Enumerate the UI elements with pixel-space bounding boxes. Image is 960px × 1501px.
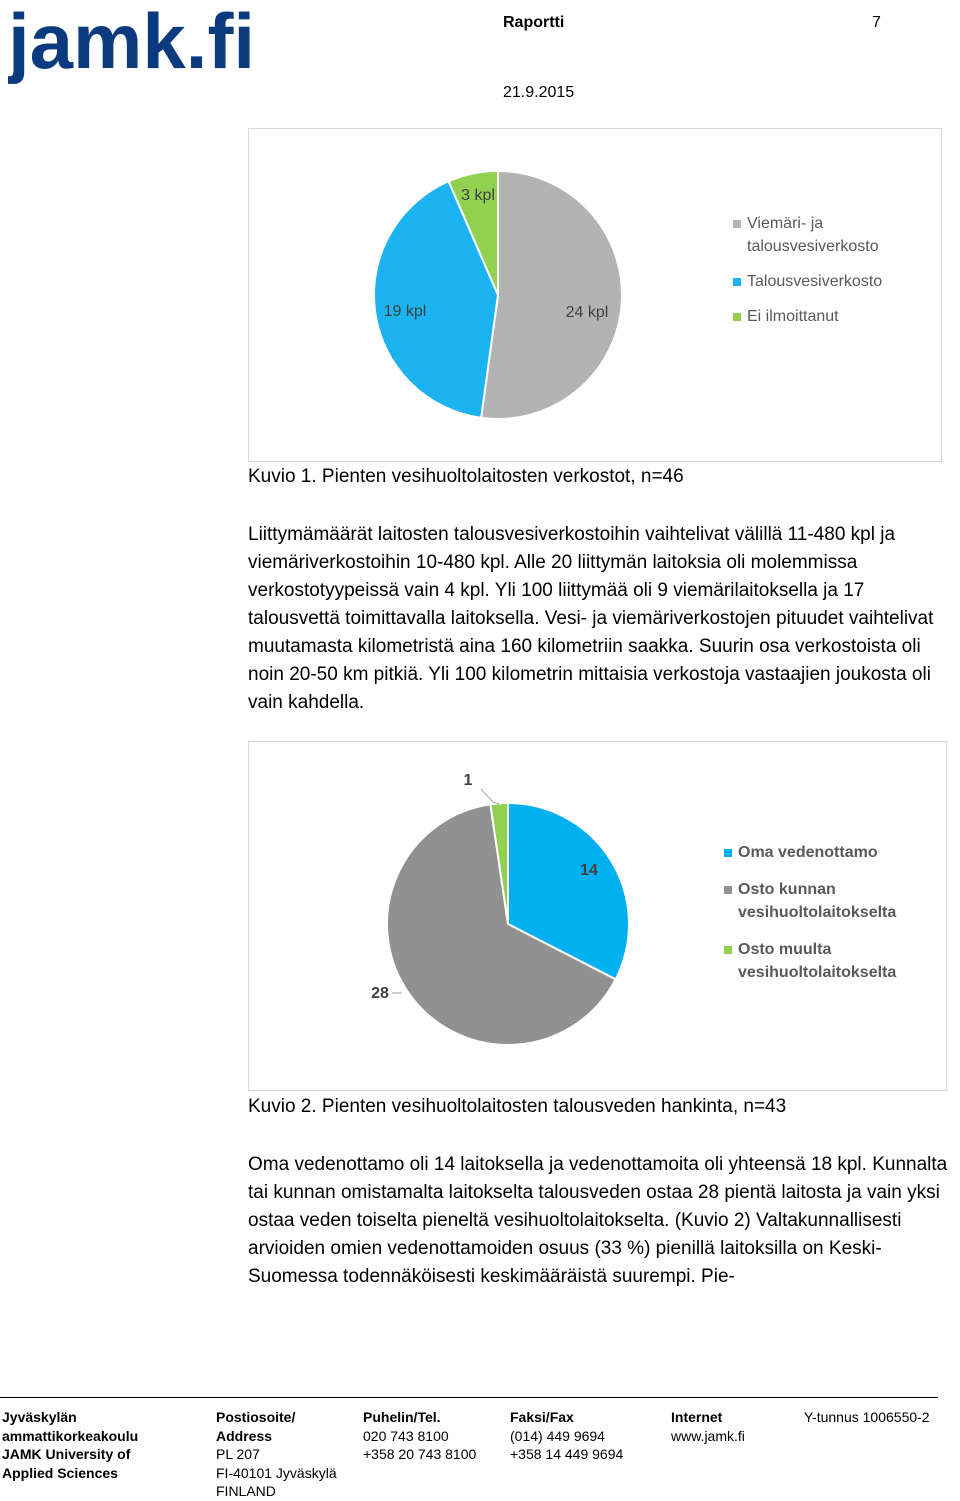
chart-1-legend-label-1: Talousvesiverkosto xyxy=(747,273,883,290)
chart-1-slice-0 xyxy=(481,171,622,419)
chart-2-legend-item-0 xyxy=(724,841,939,864)
chart-2-legend-label-0: Oma vedenottamo xyxy=(738,844,878,861)
chart-2-legend-label-2: Osto muulta vesihuoltolaitokselta xyxy=(738,941,897,981)
footer-line: PL 207 xyxy=(216,1446,260,1463)
chart-1-data-label-1: 19 kpl xyxy=(383,303,427,320)
chart-2-legend-swatch-2 xyxy=(724,946,732,954)
chart-2-data-label-0: 14 xyxy=(580,862,598,879)
footer-postal-address xyxy=(216,1408,337,1501)
footer-phone xyxy=(363,1408,476,1464)
paragraph-water-sourcing: Oma vedenottamo oli 14 laitoksella ja vedenottamoita oli yhteensä 18 kpl. Kunnalta tai kunnan omistamalta laitokselta talousveden ostaa 28 pientä laitosta ja vain yksi ostaa veden toiselta pieneltä vesihuoltolaitokselta. (Kuvio 2) Valtakunnallisesti arvioiden omien vedenottamoiden osuus (33 %) pienillä laitoksilla on Keski-Suomessa todennäköisesti keskimääräistä suurempi. Pie- xyxy=(248,1154,948,1287)
chart-1-legend-label-2: Ei ilmoittanut xyxy=(747,308,839,325)
footer-line: ammattikorkeakoulu xyxy=(2,1427,139,1444)
footer-line: +358 14 449 9694 xyxy=(510,1446,624,1463)
chart-1-legend-item-0 xyxy=(733,212,933,258)
footer-fax xyxy=(510,1408,623,1464)
paragraph-connections: Liittymämäärät laitosten talousvesiverkostoihin vaihtelivat välillä 11-480 kpl ja viemäriverkostoihin 10-480 kpl. Alle 20 liittymän laitoksia oli molemmissa verkostotyypeissä vain 4 kpl. Yli 100 liittymää oli 9 viemärilaitoksella ja 17 talousvettä toimittavalla laitoksella. Vesi- ja viemäriverkostojen pituudet vaihtelivat muutamasta kilometristä aina 160 kilometriin saakka. Suurin osa verkostoista oli noin 20-50 km pitkiä. Yli 100 kilometrin mittaisia verkostoja vastaajien joukosta oli vain kahdella. xyxy=(248,524,934,713)
chart-1-legend-item-1 xyxy=(733,270,933,293)
footer-heading: Puhelin/Tel. xyxy=(363,1409,441,1425)
page-number: 7 xyxy=(872,14,881,31)
chart-2-data-label-1: 28 xyxy=(371,985,389,1002)
chart-2-legend-item-1 xyxy=(724,878,939,924)
page-footer xyxy=(0,1397,938,1500)
report-date: 21.9.2015 xyxy=(503,84,575,101)
chart-2-data-label-2: 1 xyxy=(463,772,473,789)
footer-line: 020 743 8100 xyxy=(363,1427,449,1444)
chart-2-legend xyxy=(724,841,939,998)
chart-1-data-label-2: 3 kpl xyxy=(461,187,495,204)
footer-heading: Faksi/Fax xyxy=(510,1409,574,1425)
chart-1-legend xyxy=(733,212,933,340)
footer-line: JAMK University of xyxy=(2,1446,131,1463)
jamk-logo xyxy=(8,4,308,96)
footer-heading: Internet xyxy=(671,1409,723,1425)
chart-1-networks xyxy=(248,128,942,462)
chart-2-water-sourcing xyxy=(248,741,947,1091)
footer-heading: Postiosoite/ xyxy=(216,1409,296,1425)
footer-line: FINLAND xyxy=(216,1483,276,1500)
chart-1-legend-swatch-1 xyxy=(733,278,741,286)
chart-1-legend-label-0: Viemäri- ja talousvesiverkosto xyxy=(747,215,879,255)
figure-1-caption: Kuvio 1. Pienten vesihuoltolaitosten verkostot, n=46 xyxy=(248,466,684,487)
footer-institution xyxy=(2,1408,138,1482)
chart-2-legend-swatch-1 xyxy=(724,886,732,894)
footer-line: Applied Sciences xyxy=(2,1464,118,1481)
footer-line: Jyväskylän xyxy=(2,1409,77,1425)
footer-line: +358 20 743 8100 xyxy=(363,1446,477,1463)
footer-line: FI-40101 Jyväskylä xyxy=(216,1464,337,1481)
footer-business-id: Y-tunnus 1006550-2 xyxy=(804,1409,930,1425)
logo-text: jamk.fi xyxy=(8,4,256,85)
figure-2-caption: Kuvio 2. Pienten vesihuoltolaitosten talousveden hankinta, n=43 xyxy=(248,1096,787,1117)
chart-2-legend-swatch-0 xyxy=(724,849,732,857)
footer-internet xyxy=(671,1408,745,1445)
chart-2-legend-item-2 xyxy=(724,938,939,984)
chart-2-leader-line-2 xyxy=(481,789,499,804)
chart-1-data-label-0: 24 kpl xyxy=(565,304,609,321)
report-title: Raportti xyxy=(503,14,565,31)
footer-line: Address xyxy=(216,1427,273,1444)
footer-link[interactable]: www.jamk.fi xyxy=(671,1427,745,1444)
chart-2-legend-label-1: Osto kunnan vesihuoltolaitokselta xyxy=(738,881,897,921)
chart-1-legend-swatch-0 xyxy=(733,220,741,228)
chart-1-legend-item-2 xyxy=(733,305,933,328)
footer-line: (014) 449 9694 xyxy=(510,1427,605,1444)
chart-1-legend-swatch-2 xyxy=(733,313,741,321)
